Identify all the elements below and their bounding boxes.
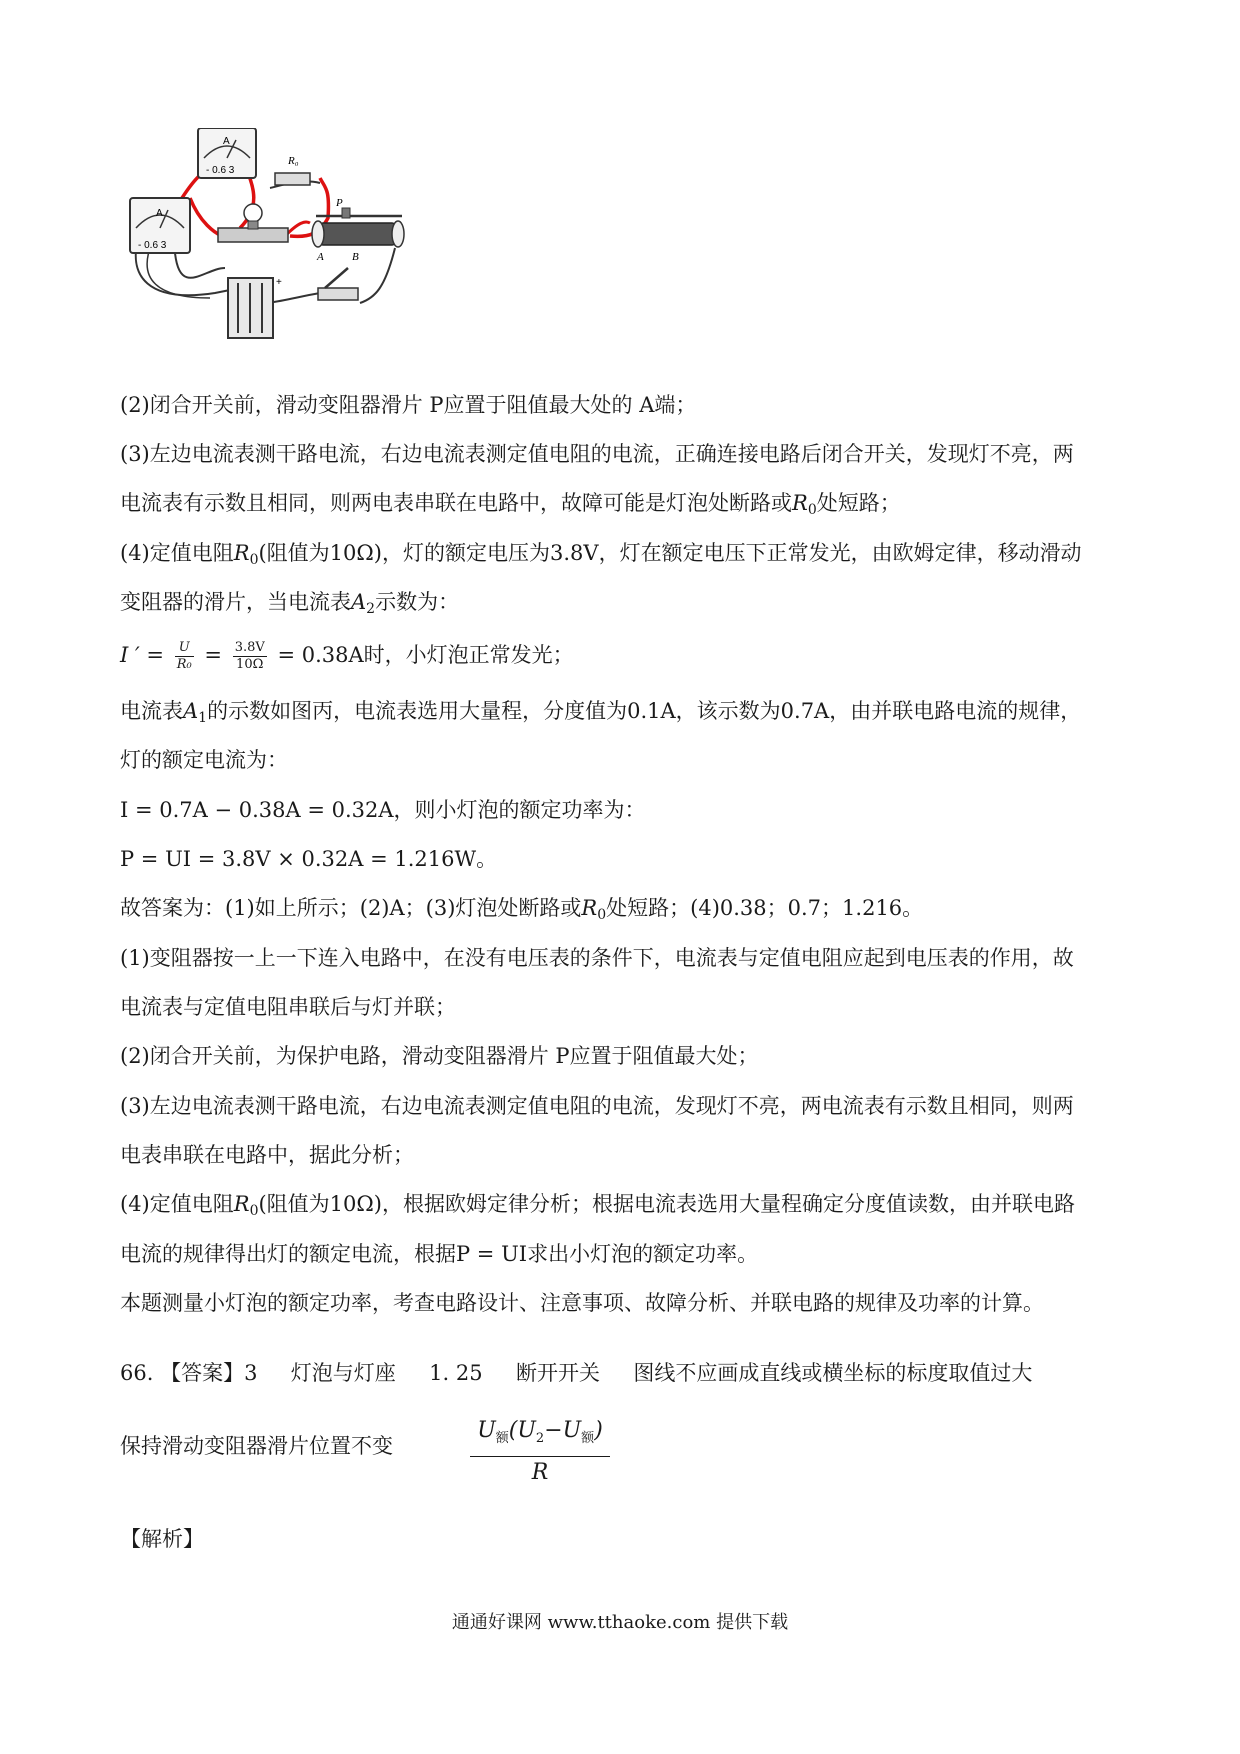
text-line: (2)闭合开关前，为保护电路，滑动变阻器滑片 P应置于阻值最大处； — [120, 1044, 759, 1068]
battery — [228, 277, 282, 338]
ammeter-left — [130, 198, 190, 253]
meter-left-label: A — [156, 208, 163, 219]
text-line: (2)闭合开关前，滑动变阻器滑片 P应置于阻值最大处的 A端； — [120, 393, 697, 417]
text-line: (4)定值电阻$R_0$(阻值为10Ω)，根据欧姆定律分析；根据电流表选用大量程确定分度值读数，由并联电路 — [120, 1192, 1075, 1219]
text-line: 灯的额定电流为： — [120, 748, 288, 772]
text-line: 电流表有示数且相同，则两电表串联在电路中，故障可能是灯泡处断路或$R_0$处短路； — [120, 491, 901, 518]
fraction-numerator: $U_额(U_2-U_额)$ — [470, 1414, 610, 1457]
battery-plus: + — [276, 277, 282, 288]
text-line: 故答案为：(1)如上所示；(2)A；(3)灯泡处断路或$R_0$处短路；(4)0.38；0.7；1.216。 — [120, 896, 924, 923]
text-line: (3)左边电流表测干路电流，右边电流表测定值电阻的电流，正确连接电路后闭合开关，发现灯不亮，两 — [120, 442, 1074, 466]
fraction-denominator: R — [531, 1460, 549, 1485]
r0-label: R₀ — [288, 155, 299, 167]
answer-fraction — [470, 1414, 610, 1489]
page-footer: 通通好课网 www.tthaoke.com 提供下载 — [451, 1612, 789, 1633]
answer-line: 66. 【答案】3 灯泡与灯座 1. 25 断开开关 图线不应画成直线或横坐标的标度取值过大 — [120, 1361, 1033, 1385]
a-label: A — [317, 251, 324, 263]
formula-line: I ′ = $\frac{U}{\text{R₀}}$ = $\frac{3.8V}{10\Omega}$ = 0.38A时，小灯泡正常发光； — [120, 640, 574, 672]
resistor-r0 — [275, 155, 310, 185]
text-line: 本题测量小灯泡的额定功率，考查电路设计、注意事项、故障分析、并联电路的规律及功率的计算。 — [120, 1291, 1044, 1315]
text-line: I = 0.7A − 0.38A = 0.32A，则小灯泡的额定功率为： — [120, 798, 646, 822]
text-line: 电表串联在电路中，据此分析； — [120, 1143, 414, 1167]
text-line: 保持滑动变阻器滑片位置不变 — [120, 1434, 393, 1458]
b-label: B — [352, 251, 359, 263]
text-line: (3)左边电流表测干路电流，右边电流表测定值电阻的电流，发现灯不亮，两电流表有示数且相同，则两 — [120, 1094, 1074, 1118]
meter-left-scale: - 0.6 3 — [138, 240, 167, 251]
text-line: (4)定值电阻$R_0$(阻值为10Ω)，灯的额定电压为3.8V，灯在额定电压下正常发光，由欧姆定律，移动滑动 — [120, 541, 1082, 568]
rheostat — [312, 197, 404, 263]
ammeter-top — [198, 128, 256, 178]
circuit-diagram — [120, 128, 440, 366]
switch — [318, 268, 358, 300]
bulb — [218, 204, 288, 242]
text-line: P = UI = 3.8V × 0.32A = 1.216W。 — [120, 847, 498, 871]
p-label: P — [336, 197, 343, 209]
section-heading: 【解析】 — [120, 1527, 204, 1551]
text-line: 电流表与定值电阻串联后与灯并联； — [120, 995, 456, 1019]
text-line: 电流表$A_1$的示数如图丙，电流表选用大量程，分度值为0.1A，该示数为0.7A，由并联电路电流的规律， — [120, 699, 1082, 726]
text-line: 变阻器的滑片，当电流表$A_2$示数为： — [120, 590, 460, 617]
text-line: (1)变阻器按一上一下连入电路中，在没有电压表的条件下，电流表与定值电阻应起到电压表的作用，故 — [120, 946, 1074, 970]
text-line: 电流的规律得出灯的额定电流，根据P = UI求出小灯泡的额定功率。 — [120, 1242, 759, 1266]
meter-top-label: A — [223, 136, 230, 147]
meter-top-scale: - 0.6 3 — [206, 165, 235, 176]
